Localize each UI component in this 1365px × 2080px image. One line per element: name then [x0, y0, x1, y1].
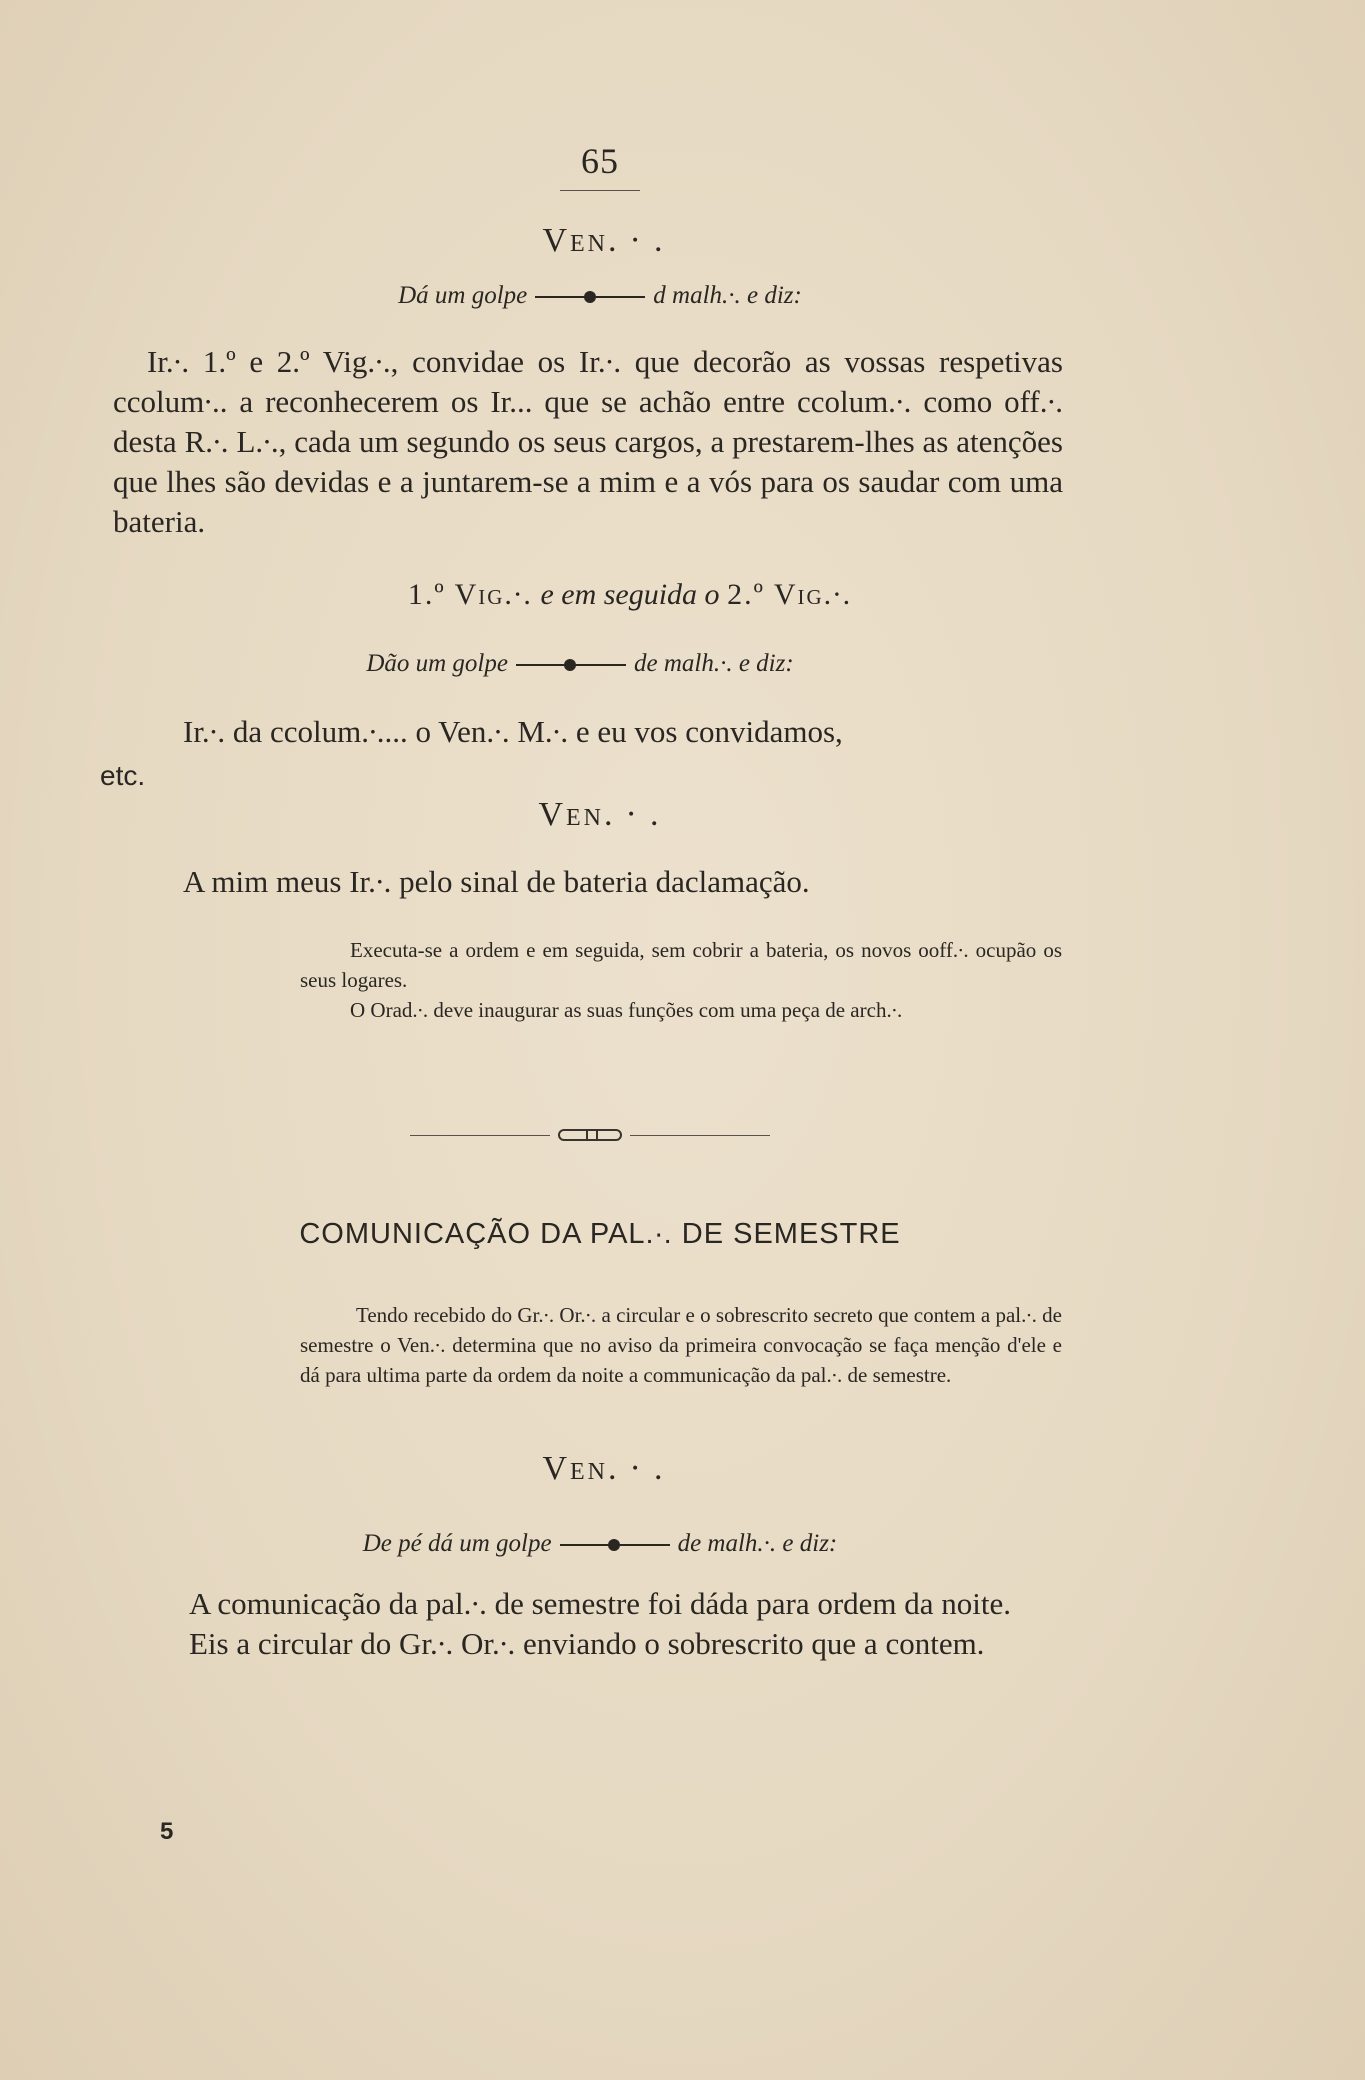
- gavel-stroke-icon: [560, 1538, 670, 1550]
- note-executa: [300, 935, 1062, 1025]
- stage-direction-2-after: de malh.∙. e diz:: [633, 650, 794, 677]
- section-divider-ornament: [410, 1129, 770, 1141]
- page-number: 65: [581, 141, 619, 181]
- stage-direction-1-after: d malh.∙. e diz:: [653, 282, 802, 309]
- speaker-vig-2: 2.º Vig.∙.: [727, 578, 853, 611]
- note-tendo-text: Tendo recebido do Gr.∙. Or.∙. a circular e o sobrescrito secreto que contem a pal.∙. de semestre o Ven.∙. determina que no aviso da primeira convocação se faça menção d'ele e dá para ultima parte da ordem da noite a communicação da pal.∙. de semestre.: [300, 1303, 1062, 1387]
- paragraph-circular-text: Eis a circular do Gr.∙. Or.∙. enviando o sobrescrito que a contem.: [189, 1626, 985, 1661]
- paragraph-convidae-text: Ir.∙. 1.º e 2.º Vig.∙., convidae os Ir.∙. que decorão as vossas respetivas ccolum∙.. a reconhecerem os Ir... que se achão entre ccolum.∙. como off.∙. desta R.∙. L.∙., cada um segundo os seus cargos, a prestarem-lhes as atenções que lhes são devidas e a juntarem-se a mim e a vós para os saudar com uma bateria.: [113, 344, 1063, 539]
- speaker-vig: [330, 578, 930, 612]
- speaker-ven-3: Ven. ∙ .: [542, 1450, 666, 1487]
- paragraph-convidae: [113, 342, 1063, 542]
- paragraph-comunicacao-text: A comunicação da pal.∙. de semestre foi dáda para ordem da noite.: [189, 1586, 1012, 1621]
- stage-direction-3-before: De pé dá um golpe: [362, 1530, 552, 1557]
- speaker-vig-1: 1.º Vig.∙.: [407, 578, 533, 611]
- gavel-stroke-icon: [516, 658, 626, 670]
- page-number-rule: [560, 190, 640, 191]
- speaker-ven-2: Ven. ∙ .: [538, 796, 662, 833]
- speaker-vig-join: e em seguida o: [540, 578, 720, 611]
- paragraph-bateria: A mim meus Ir.∙. pelo sinal de bateria daclamação.: [183, 864, 810, 899]
- stage-direction-3-after: de malh.∙. e diz:: [677, 1530, 838, 1557]
- paragraph-comunicacao: [113, 1584, 1063, 1664]
- speaker-ven-1: Ven. ∙ .: [542, 222, 666, 259]
- note-executa-text: Executa-se a ordem e em seguida, sem cobrir a bateria, os novos ooff.∙. ocupão os seus logares.: [300, 938, 1062, 992]
- stage-direction-1-before: Dá um golpe: [398, 282, 528, 309]
- paragraph-convidamos: Ir.∙. da ccolum.∙.... o Ven.∙. M.∙. e eu vos convidamos,: [183, 714, 843, 749]
- signature-mark: 5: [160, 1818, 174, 1845]
- etc-label: etc.: [100, 760, 146, 791]
- stage-direction-2: [230, 650, 930, 678]
- stage-direction-2-before: Dão um golpe: [366, 650, 508, 677]
- note-tendo: [300, 1300, 1062, 1390]
- stage-direction-1: [250, 282, 950, 310]
- section-heading: COMUNICAÇÃO DA PAL.∙. DE SEMESTRE: [299, 1218, 901, 1250]
- stage-direction-3: [250, 1530, 950, 1558]
- gavel-stroke-icon: [535, 290, 645, 302]
- note-orad-text: O Orad.∙. deve inaugurar as suas funções com uma peça de arch.∙.: [350, 998, 903, 1022]
